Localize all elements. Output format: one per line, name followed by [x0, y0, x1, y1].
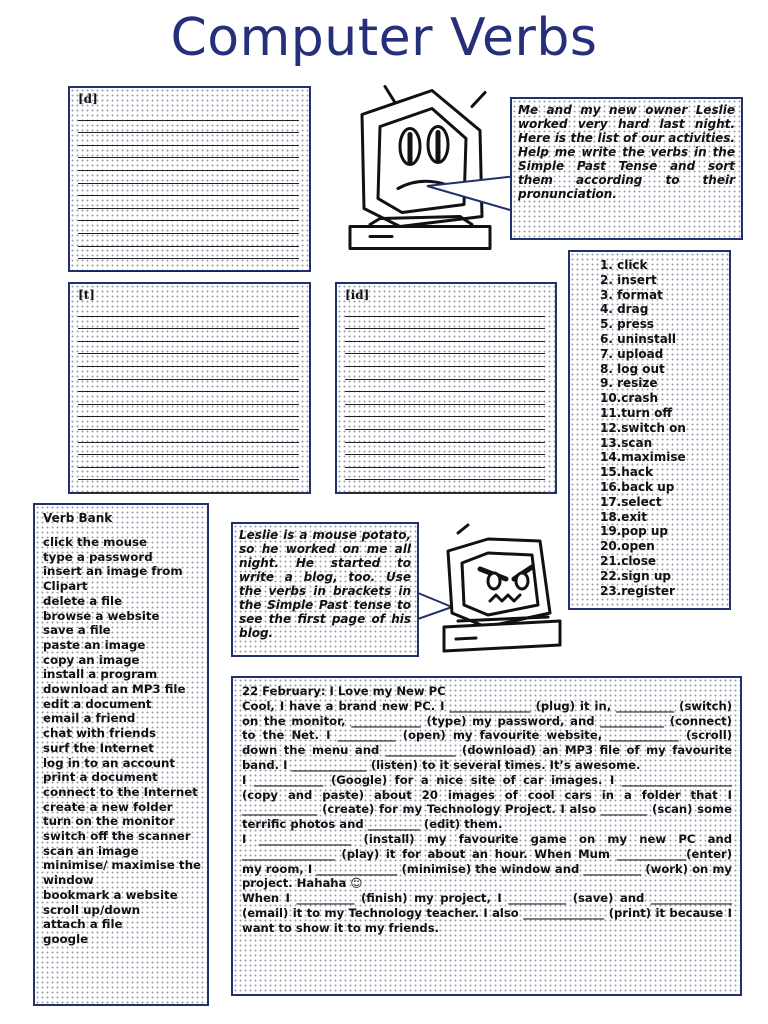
verb-bank-item: turn on the monitor [43, 814, 175, 829]
verb-list-item: 22.sign up [600, 568, 671, 583]
verb-bank-title: Verb Bank [43, 511, 113, 525]
verb-bank-item: surf the Internet [43, 740, 154, 755]
verb-list-item: 21.close [600, 553, 657, 568]
sad-computer-illustration [340, 74, 500, 259]
verb-bank-item: minimise/ maximise the window [43, 858, 201, 888]
verb-bank-item: chat with friends [43, 726, 157, 741]
blog-paragraph: I ____________ (Google) for a nice site of car images. I ___________________ (copy and paste) about 20 images of cool cars in a folder that I _____________ (create) for my Technology Project. I also ________ (scan) some terrific photos and _________ (edit) them. [242, 772, 732, 832]
verb-bank-box [33, 503, 209, 1006]
verb-list-item: 13.scan [600, 435, 653, 450]
blog-instructions-text: Leslie is a mouse potato, so he worked on me all night. He started to write a blog, too. Use the verbs in brackets in the Simple Past tense to see the first page of his blog. [239, 528, 411, 640]
blog-paragraph: I ________________ (install) my favourite game on my new PC and ________________ (play) it for about an hour. When Mum ____________(enter) my room, I ______________ (minimise) the window and __________ (work) on my project. Hahaha ☺ [242, 831, 732, 891]
verb-bank-item: print a document [43, 770, 158, 785]
sort-box-id [335, 282, 557, 494]
verb-list-item: 16.back up [600, 479, 675, 494]
blog-heading: 22 February: I Love my New PC [242, 684, 446, 698]
verb-bank-item: install a program [43, 667, 158, 682]
verb-bank-item: scroll up/down [43, 902, 141, 917]
verb-bank-item: connect to the Internet [43, 784, 198, 799]
verb-list-item: 2. insert [600, 272, 657, 287]
verb-bank-item: bookmark a website [43, 887, 178, 902]
verb-list-item: 1. click [600, 258, 648, 272]
angry-computer-illustration [428, 520, 568, 662]
sort-box-d [68, 86, 311, 272]
verb-list-box [568, 250, 731, 610]
verb-list-item: 6. uninstall [600, 331, 677, 346]
answer-lines-id[interactable] [345, 304, 545, 493]
verb-list-item: 9. resize [600, 376, 658, 391]
blog-box [231, 676, 742, 996]
verb-bank-list [35, 535, 207, 947]
verb-list-item: 20.open [600, 539, 655, 554]
verb-bank-item: click the mouse [43, 535, 147, 549]
verb-bank-item: browse a website [43, 608, 160, 623]
intro-speech-bubble [510, 97, 743, 240]
verb-bank-item: google [43, 931, 89, 946]
verb-list-item: 10.crash [600, 391, 659, 406]
answer-lines-t[interactable] [78, 304, 299, 493]
verb-list-item: 4. drag [600, 302, 649, 317]
verb-list-item: 5. press [600, 317, 655, 332]
sort-box-t [68, 282, 311, 494]
verb-bank-item: insert an image from Clipart [43, 564, 183, 594]
verb-list-item: 14.maximise [600, 450, 686, 465]
page-title: Computer Verbs [170, 8, 598, 68]
verb-bank-item: create a new folder [43, 799, 173, 814]
verb-list-item: 8. log out [600, 361, 665, 376]
verb-bank-item: download an MP3 file [43, 682, 186, 697]
verb-list-item: 15.hack [600, 465, 653, 480]
verb-list-item: 3. format [600, 287, 663, 302]
verb-bank-item: save a file [43, 623, 111, 638]
verb-list [570, 252, 729, 598]
answer-lines-d[interactable] [78, 108, 299, 272]
verb-bank-item: type a password [43, 549, 153, 564]
verb-bank-item: edit a document [43, 696, 152, 711]
intro-text: Me and my new owner Leslie worked very hard last night. Here is the list of our activities. Help me write the verbs in the Simple Past Tense and sort them according to their pronunciation. [518, 103, 735, 201]
verb-list-item: 23.register [600, 583, 675, 598]
verb-bank-item: attach a file [43, 917, 123, 932]
sort-label-id: [id] [345, 288, 370, 302]
verb-list-item: 17.select [600, 494, 662, 509]
verb-bank-item: copy an image [43, 652, 140, 667]
verb-bank-item: scan an image [43, 843, 139, 858]
blog-paragraph: When I __________ (finish) my project, I __________ (save) and ______________ (email) it to my Technology teacher. I also ______________ (print) it because I want to show it to my friends. [242, 891, 732, 935]
verb-bank-item: log in to an account [43, 755, 176, 770]
verb-list-item: 18.exit [600, 509, 647, 524]
blog-instructions-bubble [231, 522, 419, 657]
sort-label-d: [d] [78, 92, 98, 106]
verb-bank-item: email a friend [43, 711, 136, 726]
verb-list-item: 19.pop up [600, 524, 668, 539]
sort-label-t: [t] [78, 288, 95, 302]
verb-list-item: 7. upload [600, 346, 664, 361]
blog-paragraph: Cool, I have a brand new PC. I ______________ (plug) it in, __________ (switch) on the monitor, ____________ (type) my password, and ___________ (connect) to the Net. I __________ (open) my favourite website, ____________ (scroll) down the menu and ____________ (download) an MP3 file of my favourite band. I _____________ (listen) to it several times. It’s awesome. [242, 698, 732, 772]
verb-list-item: 12.switch on [600, 420, 686, 435]
verb-list-item: 11.turn off [600, 405, 673, 420]
verb-bank-item: delete a file [43, 593, 123, 608]
verb-bank-item: paste an image [43, 637, 146, 652]
verb-bank-item: switch off the scanner [43, 829, 191, 844]
